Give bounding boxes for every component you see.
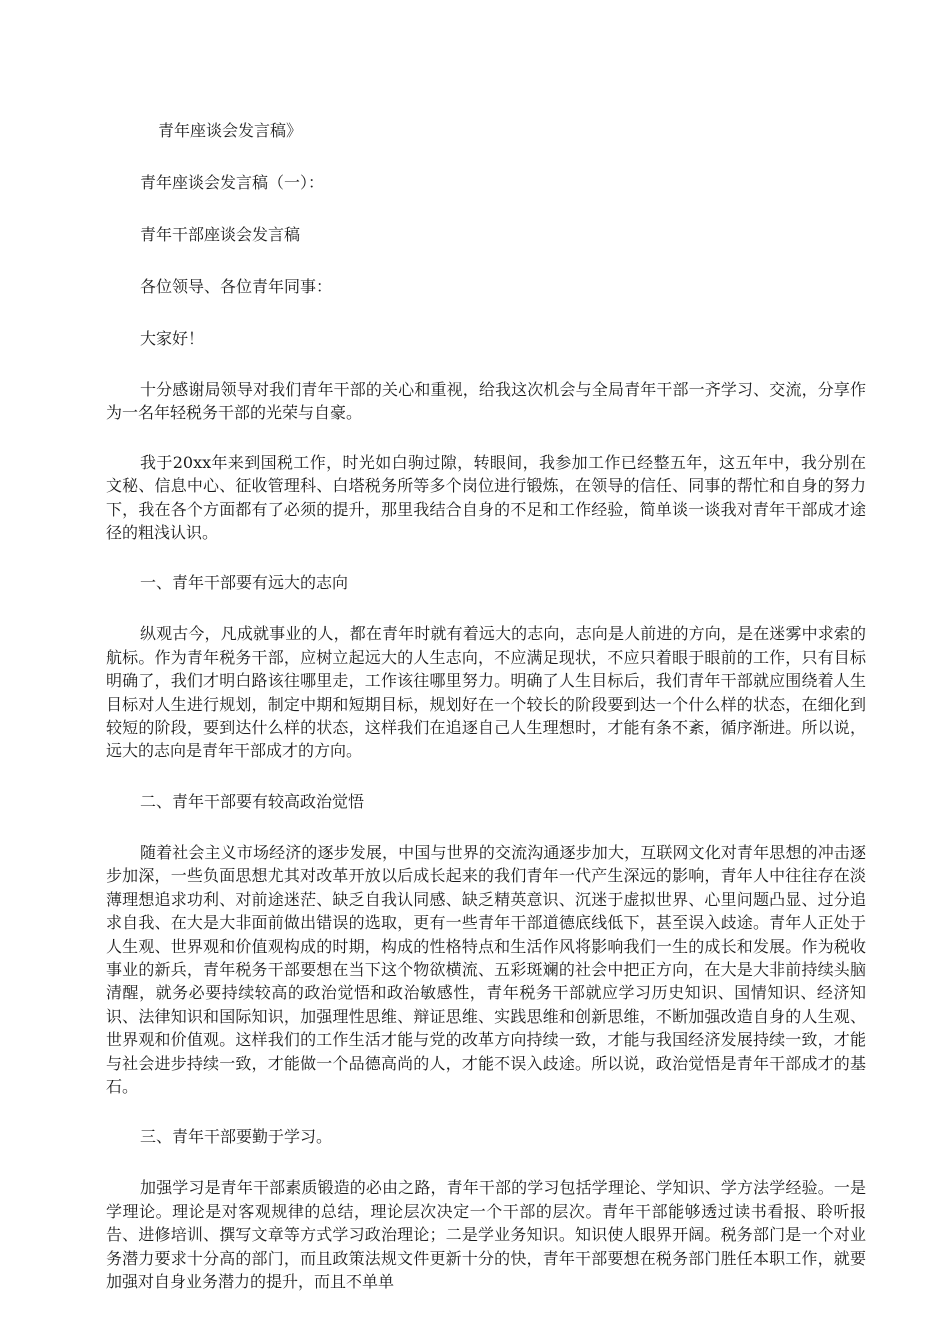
paragraph-political-awareness: 随着社会主义市场经济的逐步发展，中国与世界的交流沟通逐步加大，互联网文化对青年思想的冲击逐步加深，一些负面思想尤其对改革开放以后成长起来的我们青年一代产生深远的影响，青年人中往往存在淡薄理想追求功利、对前途迷茫、缺乏自我认同感、缺乏精英意识、沉迷于虚拟世界、心里问题凸显、过分追求自我、在大是大非面前做出错误的选取，更有一些青年干部道德底线低下，甚至误入歧途。青年人正处于人生观、世界观和价值观构成的时期，构成的性格特点和生活作风将影响我们一生的成长和发展。作为税收事业的新兵，青年税务干部要想在当下这个物欲横流、五彩斑斓的社会中把正方向，在大是大非前持续头脑清醒，就务必要持续较高的政治觉悟和政治敏感性，青年税务干部就应学习历史知识、国情知识、经济知识、法律知识和国际知识，加强理性思维、辩证思维、实践思维和创新思维，不断加强改造自身的人生观、世界观和价值观。这样我们的工作生活才能与党的改革方向持续一致，才能与我国经济发展持续一致，才能与社会进步持续一致，才能做一个品德高尚的人，才能不误入歧途。所以说，政治觉悟是青年干部成才的基石。 xyxy=(106,842,866,1096)
salutation: 各位领导、各位青年同事： xyxy=(140,277,333,296)
paragraph-thanks: 十分感谢局领导对我们青年干部的关心和重视，给我这次机会与全局青年干部一齐学习、交流，分享作为一名年轻税务干部的光荣与自豪。 xyxy=(106,380,866,423)
section-heading-2: 二、青年干部要有较高政治觉悟 xyxy=(140,791,365,811)
document-page xyxy=(106,118,866,1293)
paragraph-background: 我于20xx年来到国税工作，时光如白驹过隙，转眼间，我参加工作已经整五年，这五年中，我分别在文秘、信息中心、征收管理科、白塔税务所等多个岗位进行锻炼，在领导的信任、同事的帮忙和自身的努力下，我在各个方面都有了必须的提升，那里我结合自身的不足和工作经验，简单谈一谈我对青年干部成才途径的粗浅认识。 xyxy=(106,452,866,543)
greeting: 大家好！ xyxy=(140,329,205,348)
paragraph-ambition: 纵观古今，凡成就事业的人，都在青年时就有着远大的志向，志向是人前进的方向，是在迷雾中求索的航标。作为青年税务干部，应树立起远大的人生志向，不应满足现状，不应只着眼于眼前的工作，只有目标明确了，我们才明白路该往哪里走，工作该往哪里努力。明确了人生目标后，我们青年干部就应围绕着人生目标对人生进行规划，制定中期和短期目标，规划好在一个较长的阶段要到达一个什么样的状态，在细化到较短的阶段，要到达什么样的状态，这样我们在追逐自己人生理想时，才能有条不紊，循序渐进。所以说，远大的志向是青年干部成才的方向。 xyxy=(106,624,866,761)
speech-title: 青年干部座谈会发言稿 xyxy=(140,225,301,244)
part-title: 青年座谈会发言稿（一）： xyxy=(140,173,325,192)
paragraph-learning: 加强学习是青年干部素质锻造的必由之路，青年干部的学习包括学理论、学知识、学方法学经验。一是学理论。理论是对客观规律的总结，理论层次决定一个干部的层次。青年干部能够透过读书看报、聆听报告、进修培训、撰写文章等方式学习政治理论；二是学业务知识。知识使人眼界开阔。税务部门是一个对业务潜力要求十分高的部门，而且政策法规文件更新十分的快，青年干部要想在税务部门胜任本职工作，就要加强对自身业务潜力的提升，而且不单单 xyxy=(106,1178,866,1291)
section-heading-3: 三、青年干部要勤于学习。 xyxy=(140,1127,333,1147)
document-title: 青年座谈会发言稿》 xyxy=(158,121,303,140)
section-heading-1: 一、青年干部要有远大的志向 xyxy=(140,573,349,593)
